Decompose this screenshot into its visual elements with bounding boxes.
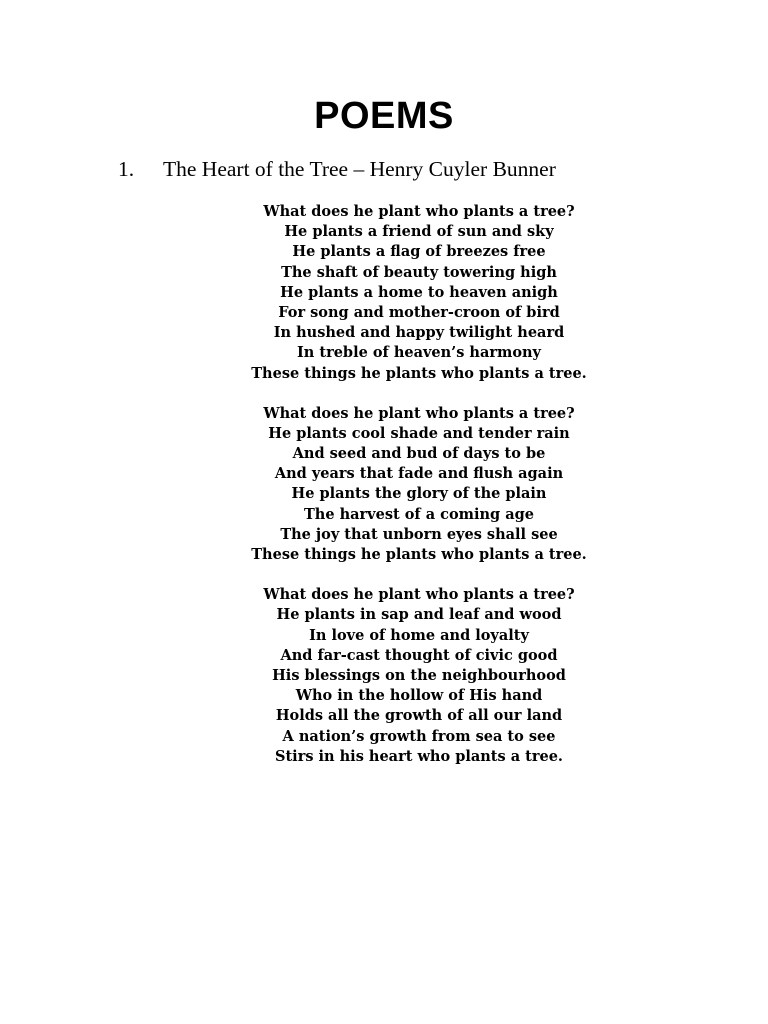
poem-line: Who in the hollow of His hand (295, 687, 543, 705)
poem-line: Stirs in his heart who plants a tree. (275, 747, 563, 765)
poem-line: He plants cool shade and tender rain (268, 424, 570, 442)
poem-line: These things he plants who plants a tree. (251, 546, 587, 563)
poem-line: He plants a flag of breezes free (292, 243, 546, 261)
stanza-3 (0, 585, 768, 767)
poem-line: In treble of heaven’s harmony (297, 344, 541, 362)
poem-line: What does he plant who plants a tree? (263, 586, 575, 604)
poem-line: A nation’s growth from sea to see (282, 727, 556, 745)
poem-line: What does he plant who plants a tree? (263, 203, 575, 220)
poem-line: What does he plant who plants a tree? (263, 404, 575, 422)
poem-line: He plants the glory of the plain (291, 485, 547, 503)
poem-line: The shaft of beauty towering high (281, 263, 557, 281)
poem-line: And seed and bud of days to be (292, 445, 546, 463)
poem-title-author: The Heart of the Tree – Henry Cuyler Bunner (163, 157, 556, 181)
poem-line: He plants in sap and leaf and wood (276, 606, 562, 624)
poem-line: And far-cast thought of civic good (280, 646, 558, 664)
poem-line: The joy that unborn eyes shall see (280, 525, 558, 543)
page-title: POEMS (314, 95, 454, 137)
poem-line: Holds all the growth of all our land (275, 707, 563, 725)
poem-line: For song and mother-croon of bird (278, 303, 560, 321)
poem-body (0, 202, 768, 787)
stanza-1 (0, 202, 768, 384)
poem-line: These things he plants who plants a tree. (251, 364, 587, 382)
poem-line: His blessings on the neighbourhood (272, 666, 566, 684)
poem-line: He plants a friend of sun and sky (284, 223, 554, 241)
stanza-2 (0, 404, 768, 566)
poem-heading (118, 154, 556, 184)
poem-line: In love of home and loyalty (309, 626, 529, 644)
poem-line: In hushed and happy twilight heard (273, 324, 565, 342)
poem-line: And years that fade and flush again (274, 465, 564, 483)
poem-number: 1. (118, 157, 135, 181)
poem-line: He plants a home to heaven anigh (280, 283, 558, 301)
poem-line: The harvest of a coming age (304, 505, 534, 523)
